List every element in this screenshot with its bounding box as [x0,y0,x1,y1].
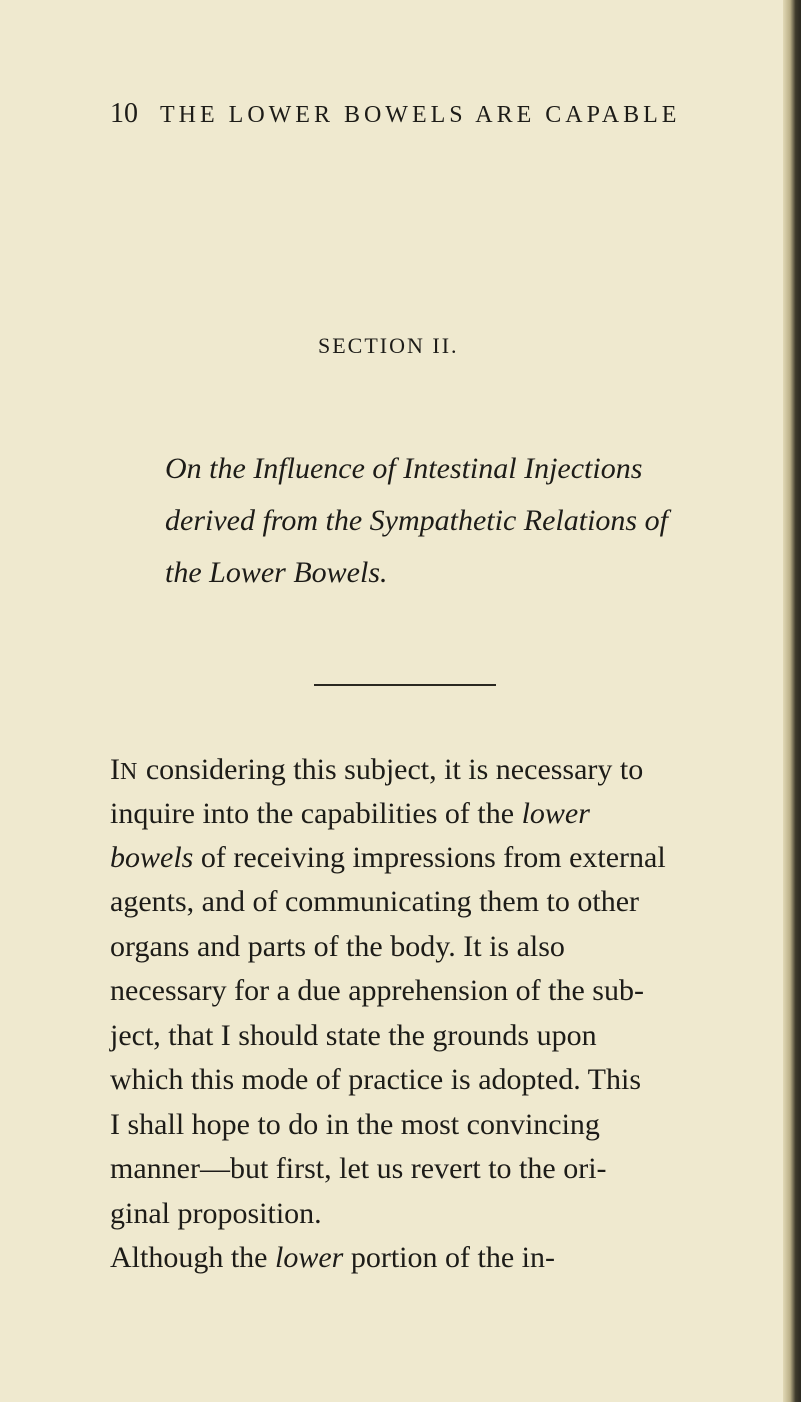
title-line-2: derived from the Sympathetic Relations of [165,504,668,537]
body-line-1 [110,752,760,790]
running-header [110,98,730,138]
section-heading: SECTION II. [318,333,459,358]
smallcaps-letters: N [120,759,139,785]
page-edge-shadow [783,0,801,1402]
page-number: 10 [110,98,138,129]
body-line-4: agents, and of communicating them to other [110,885,640,918]
body-text: portion of the in- [343,1241,555,1274]
title-line-1: On the Influence of Intestinal Injections [165,452,643,485]
italic-text: lower [275,1241,344,1274]
body-line-2 [110,796,760,832]
italic-text: lower [521,797,590,830]
body-text: considering this subject, it is necessary to [138,753,644,786]
body-line-12 [110,1240,760,1276]
body-line-7: ject, that I should state the grounds upon [110,1019,597,1052]
body-line-10: manner—but first, let us revert to the ori- [110,1152,607,1185]
body-text: of receiving impressions from external [193,841,666,874]
body-line-5: organs and parts of the body. It is also [110,930,565,963]
dropcap-letter: I [110,753,120,786]
body-text: inquire into the capabilities of the [110,797,522,830]
body-line-8: which this mode of practice is adopted. This [110,1063,641,1096]
body-line-11: ginal proposition. [110,1197,322,1230]
title-line-3: the Lower Bowels. [165,556,388,589]
body-line-6: necessary for a due apprehension of the sub- [110,974,644,1007]
body-line-9: I shall hope to do in the most convincing [110,1108,600,1141]
body-line-3 [110,840,760,876]
body-text: Although the [110,1241,275,1274]
italic-text: bowels [110,841,194,874]
running-title: THE LOWER BOWELS ARE CAPABLE [160,102,681,128]
section-divider-rule [314,684,496,686]
